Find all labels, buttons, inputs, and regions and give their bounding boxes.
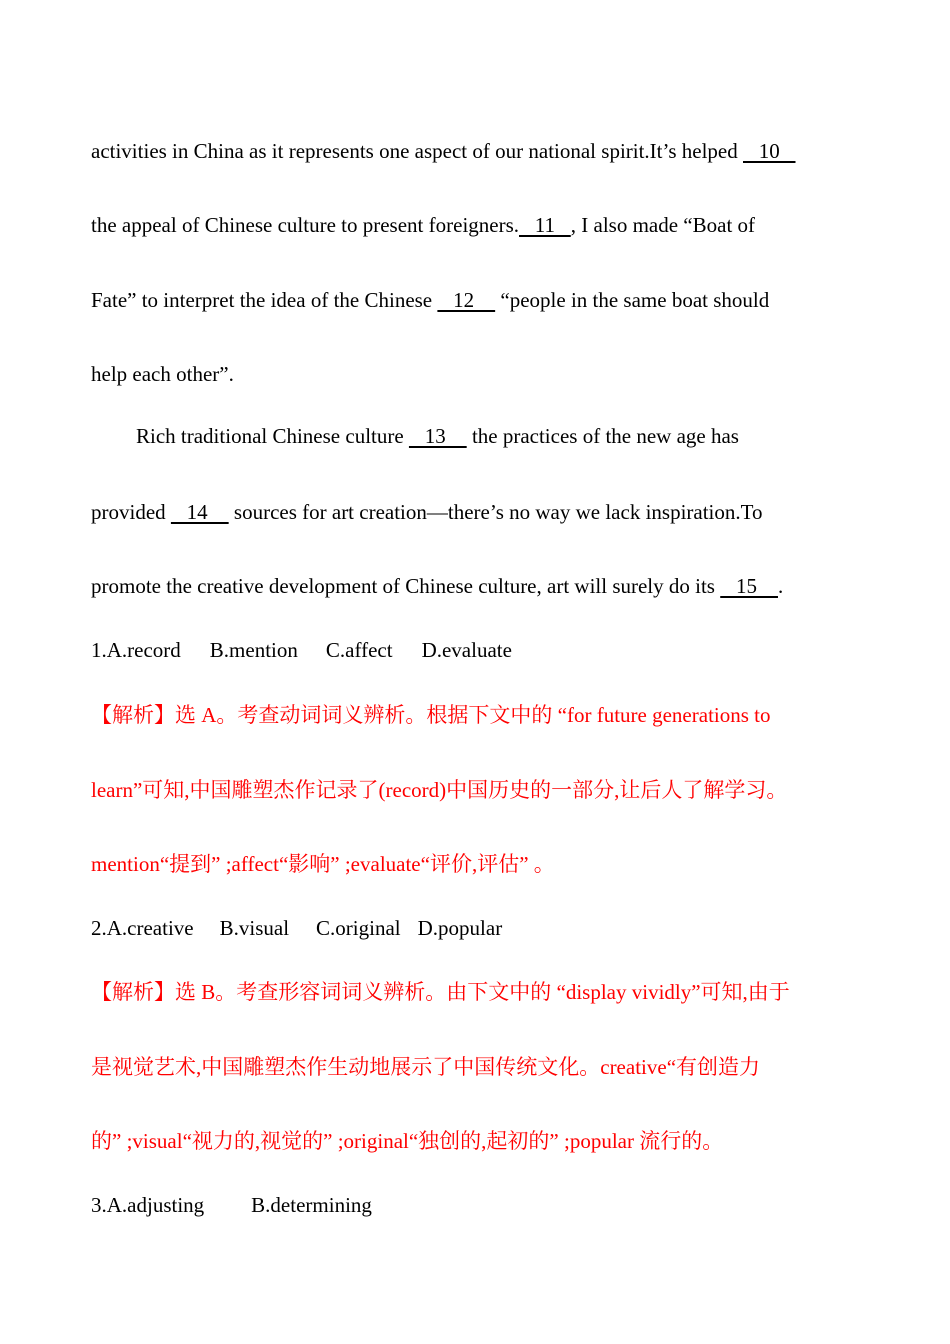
- option-a: A.record: [106, 638, 181, 662]
- passage-line-2: [91, 212, 755, 238]
- option-c: C.affect: [325, 638, 393, 662]
- blank-15: 15: [720, 574, 778, 598]
- passage-text: the appeal of Chinese culture to present foreigners.: [91, 213, 520, 237]
- passage-text: activities in China as it represents one aspect of our national spirit.It’s helped: [91, 139, 743, 163]
- passage-text: help each other”.: [91, 362, 234, 386]
- passage-text: promote the creative development of Chinese culture, art will surely do its: [91, 574, 721, 598]
- passage-text: Rich traditional Chinese culture: [136, 424, 409, 448]
- option-b: B.mention: [209, 638, 298, 662]
- blank-12: 12: [437, 288, 496, 312]
- passage-text: sources for art creation—there’s no way we lack inspiration.To: [228, 500, 763, 524]
- question-number: 3.: [91, 1193, 107, 1217]
- blank-14: 14: [170, 500, 229, 524]
- passage-line-4: [91, 361, 234, 387]
- question-2-analysis-line-1: 【解析】选 B。考查形容词词义辨析。由下文中的 “display vividly”可知,由于: [91, 980, 790, 1004]
- question-1-analysis-line-3: mention“提到” ;affect“影响” ;evaluate“评价,评估” 。: [91, 852, 555, 876]
- passage-text: .: [777, 574, 784, 598]
- question-number: 1.: [91, 638, 107, 662]
- option-c: C.original: [316, 916, 401, 940]
- passage-line-6: [91, 499, 763, 525]
- question-number: 2.: [91, 916, 107, 940]
- passage-text: , I also made “Boat of: [570, 213, 756, 237]
- passage-text: provided: [91, 500, 171, 524]
- question-3-options: [91, 1192, 372, 1218]
- passage-text: Fate” to interpret the idea of the Chinese: [91, 288, 438, 312]
- passage-line-3: [91, 287, 769, 313]
- blank-11: 11: [519, 213, 571, 237]
- option-b: B.visual: [219, 916, 290, 940]
- blank-10: 10: [743, 139, 796, 163]
- question-1-analysis-line-2: learn”可知,中国雕塑杰作记录了(record)中国历史的一部分,让后人了解学习。: [91, 778, 788, 802]
- option-b: B.determining: [251, 1193, 372, 1217]
- passage-text: the practices of the new age has: [466, 424, 739, 448]
- option-a: A.adjusting: [106, 1193, 205, 1217]
- question-1-options: [91, 637, 512, 663]
- passage-line-7: [91, 573, 783, 599]
- passage-line-5: [136, 423, 739, 449]
- option-d: D.popular: [417, 916, 503, 940]
- question-2-analysis-line-3: 的” ;visual“视力的,视觉的” ;original“独创的,起初的” ;popular 流行的。: [91, 1129, 724, 1153]
- passage-line-1: [91, 138, 796, 164]
- question-2-analysis-line-2: 是视觉艺术,中国雕塑杰作生动地展示了中国传统文化。creative“有创造力: [91, 1055, 761, 1079]
- passage-text: “people in the same boat should: [495, 288, 770, 312]
- option-d: D.evaluate: [421, 638, 512, 662]
- blank-13: 13: [408, 424, 467, 448]
- question-2-options: [91, 915, 502, 941]
- question-1-analysis-line-1: 【解析】选 A。考查动词词义辨析。根据下文中的 “for future generations to: [91, 703, 771, 727]
- option-a: A.creative: [106, 916, 194, 940]
